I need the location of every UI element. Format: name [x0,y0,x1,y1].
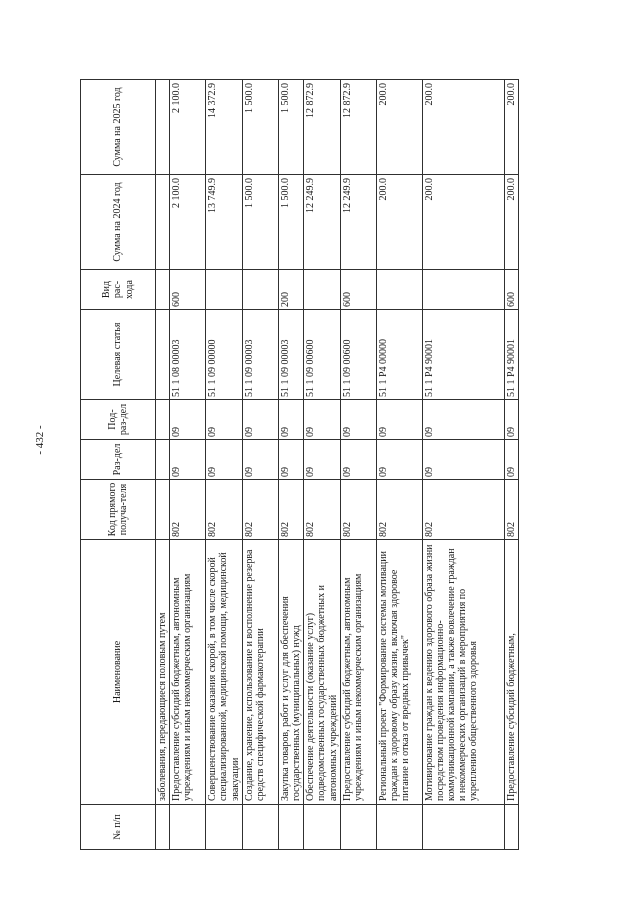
cell-num [340,805,376,850]
cell-name: Обеспечение деятельности (оказание услуг) подведомственных государственных бюджетных и автономных учреждений [304,540,341,805]
cell-target: 51 1 08 00003 [170,310,206,400]
cell-target: 51 1 09 00000 [206,310,243,400]
cell-target: 51 1 09 00003 [278,310,303,400]
table-row [422,80,504,850]
cell-exp-type [206,270,243,310]
table-row [242,80,278,850]
cell-code: 802 [340,480,376,540]
cell-code: 802 [304,480,341,540]
cell-exp-type: 600 [504,270,518,310]
cell-sum-2024: 13 749.9 [206,175,243,270]
cell-exp-type: 600 [170,270,206,310]
cell-name: Предоставление субсидий бюджетным, [504,540,518,805]
table-row [156,80,170,850]
col-exp-type-header: Вид рас-хода [81,270,156,310]
cell-section [156,440,170,480]
cell-section: 09 [340,440,376,480]
cell-subsection: 09 [242,400,278,440]
cell-subsection [156,400,170,440]
cell-num [422,805,504,850]
cell-name: Закупка товаров, работ и услуг для обеспечения государственных (муниципальных) нужд [278,540,303,805]
cell-name: Создание, хранение, использование и восполнение резерва средств специфической фармакотерапии [242,540,278,805]
cell-subsection: 09 [170,400,206,440]
cell-name: Предоставление субсидий бюджетным, автономным учреждениям и иным некоммерческим организациям [340,540,376,805]
cell-target [156,310,170,400]
cell-subsection: 09 [304,400,341,440]
page-number: - 432 - [34,425,46,455]
cell-num [304,805,341,850]
cell-subsection: 09 [422,400,504,440]
cell-exp-type [156,270,170,310]
table-row [278,80,303,850]
cell-subsection: 09 [278,400,303,440]
cell-name: Предоставление субсидий бюджетным, автономным учреждениям и иным некоммерческим организациям [170,540,206,805]
cell-code: 802 [170,480,206,540]
table-row [504,80,518,850]
cell-sum-2024: 2 100.0 [170,175,206,270]
cell-sum-2025: 200.0 [504,80,518,175]
cell-sum-2024: 200.0 [376,175,422,270]
cell-target: 51 1 P4 90001 [422,310,504,400]
cell-section: 09 [242,440,278,480]
table-row [376,80,422,850]
cell-section: 09 [422,440,504,480]
cell-target: 51 1 P4 00000 [376,310,422,400]
cell-section: 09 [278,440,303,480]
cell-exp-type: 200 [278,270,303,310]
cell-section: 09 [376,440,422,480]
cell-sum-2024: 1 500.0 [242,175,278,270]
col-sum-2025-header: Сумма на 2025 год [81,80,156,175]
cell-name: Региональный проект "Формирование системы мотивации граждан к здоровому образу жизни, включая здоровое питание и отказ от вредных привычек" [376,540,422,805]
table-row [304,80,341,850]
col-subsection-header: Под-раз-дел [81,400,156,440]
cell-num [206,805,243,850]
col-section-header: Раз-дел [81,440,156,480]
cell-num [170,805,206,850]
cell-num [376,805,422,850]
table-row [340,80,376,850]
cell-sum-2024: 12 249.9 [304,175,341,270]
cell-sum-2025: 2 100.0 [170,80,206,175]
cell-name: Мотивирование граждан к ведению здорового образа жизни посредством проведения информационно-коммуникационной кампании, а также вовлечение граждан и некоммерческих организаций в мероприятия по укреплению общественного здоровья [422,540,504,805]
table-row [170,80,206,850]
header-row [81,80,156,850]
cell-sum-2025: 12 872.9 [340,80,376,175]
cell-subsection: 09 [376,400,422,440]
cell-section: 09 [170,440,206,480]
cell-sum-2025 [156,80,170,175]
cell-name: Совершенствование оказания скорой, в том числе скорой специализированной, медицинской помощи, медицинской эвакуации [206,540,243,805]
cell-num [504,805,518,850]
cell-num [156,805,170,850]
cell-num [242,805,278,850]
cell-sum-2025: 12 872.9 [304,80,341,175]
budget-table [80,79,519,850]
cell-sum-2025: 1 500.0 [278,80,303,175]
cell-exp-type: 600 [340,270,376,310]
cell-sum-2024: 12 249.9 [340,175,376,270]
cell-sum-2025: 1 500.0 [242,80,278,175]
cell-exp-type [304,270,341,310]
cell-sum-2024: 200.0 [504,175,518,270]
cell-exp-type [422,270,504,310]
cell-exp-type [242,270,278,310]
cell-section: 09 [304,440,341,480]
cell-sum-2025: 200.0 [422,80,504,175]
col-num-header: № п/п [81,805,156,850]
cell-code [156,480,170,540]
cell-code: 802 [422,480,504,540]
cell-subsection: 09 [206,400,243,440]
cell-num [278,805,303,850]
cell-section: 09 [504,440,518,480]
col-name-header: Наименование [81,540,156,805]
cell-subsection: 09 [504,400,518,440]
cell-target: 51 1 09 00600 [340,310,376,400]
cell-code: 802 [376,480,422,540]
col-sum-2024-header: Сумма на 2024 год [81,175,156,270]
cell-exp-type [376,270,422,310]
cell-target: 51 1 09 00600 [304,310,341,400]
rotated-page [80,80,560,850]
cell-name: заболевания, передающиеся половым путем [156,540,170,805]
col-target-header: Целевая статья [81,310,156,400]
cell-code: 802 [504,480,518,540]
cell-sum-2024: 200.0 [422,175,504,270]
cell-sum-2025: 14 372.9 [206,80,243,175]
col-code-header: Код прямого получа-теля [81,480,156,540]
cell-target: 51 1 P4 90001 [504,310,518,400]
cell-code: 802 [278,480,303,540]
cell-sum-2025: 200.0 [376,80,422,175]
table-row [206,80,243,850]
cell-code: 802 [206,480,243,540]
cell-sum-2024: 1 500.0 [278,175,303,270]
cell-code: 802 [242,480,278,540]
cell-section: 09 [206,440,243,480]
cell-target: 51 1 09 00003 [242,310,278,400]
cell-sum-2024 [156,175,170,270]
cell-subsection: 09 [340,400,376,440]
